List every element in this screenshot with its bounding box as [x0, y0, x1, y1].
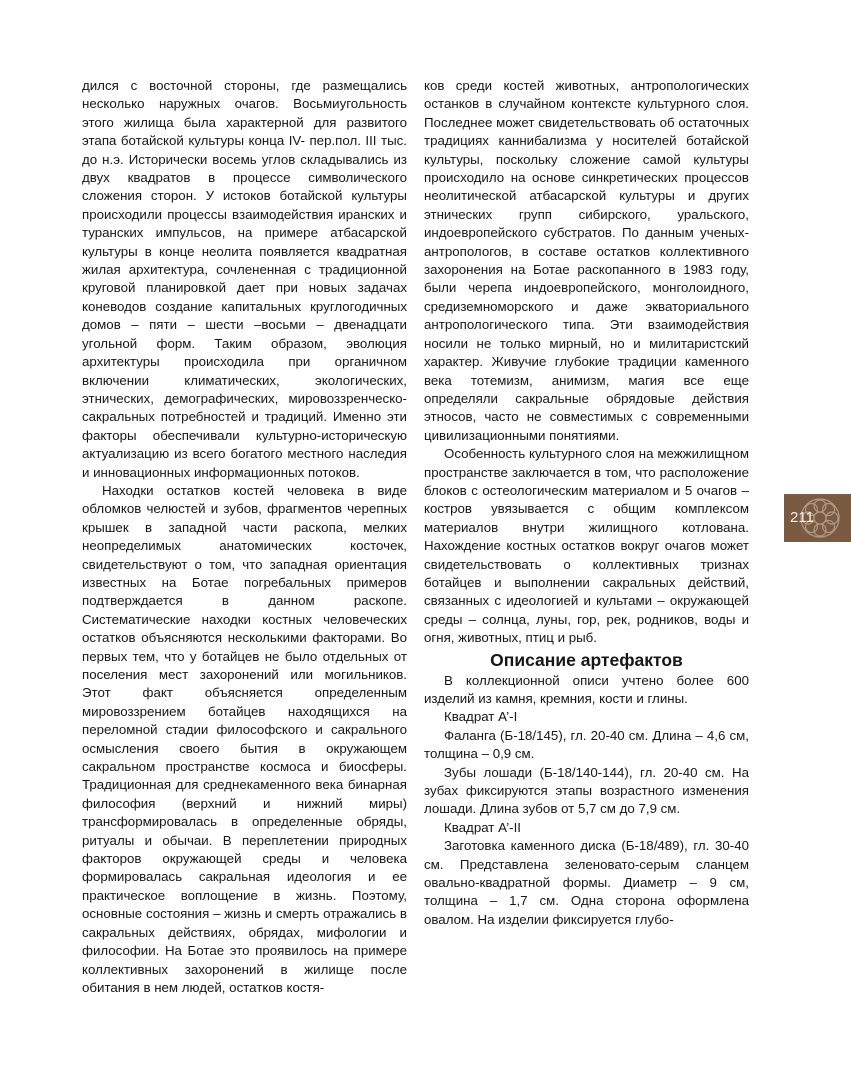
paragraph: В коллекционной описи учтено более 600 изделий из камня, кремния, кости и глины.: [424, 672, 749, 706]
left-column: [82, 77, 407, 997]
paragraph: дился с восточной стороны, где размещались несколько наружных очагов. Восьмиугольность этого жилища была характерной для развитого этапа ботайской культуры конца IV- пер.пол. III тыс. до н.э. Исторически восемь углов складывались из двух квадратов в процессе символического сложения сторон. У истоков ботайской культуры происходили процессы взаимодействия иранских и туранских импульсов, на примере атбасарской культуры в конце неолита появляется квадратная жилая архитектура, сочлененная с традиционной круговой планировкой дает при новых задачах коневодов создание капитальных круглогодичных домов – пяти – шести –восьми – двенадцати угольной форм. Таким образом, эволюция архитектуры происходила при органичном включении климатических, экологических, этнических, демографических, мировоззренческо-сакральных потребностей и традиций. Именно эти факторы обеспечивали культурно-историческую актуализацию из всего богатого местного наследия и инновационных информационных потоков.: [82, 78, 407, 480]
paragraph: Фаланга (Б-18/145), гл. 20-40 см. Длина – 4,6 см, толщина – 0,9 см.: [424, 727, 749, 762]
paragraph: Особенность культурного слоя на межжилищном пространстве заключается в том, что расположение блоков с остеологическим материалом и 5 очагов – костров увязывается с общим комплексом материалов внутри жилищного котлована. Нахождение костных остатков вокруг очагов может свидетельствовать о коллективных тризнах ботайцев и выполнении сакральных действий, связанных с идеологией и культами – окружающей среды – солнца, луны, гор, рек, родников, воды и огня, животных, птиц и рыб.: [424, 446, 749, 646]
paragraph: Зубы лошади (Б-18/140-144), гл. 20-40 см. На зубах фиксируются этапы возрастного изменения лошади. Длина зубов от 5,7 см до 7,9 см.: [424, 764, 749, 817]
right-column: [424, 77, 749, 929]
section-heading: Описание артефактов: [490, 649, 683, 670]
page-number-tab: [784, 494, 851, 542]
square-label: Квадрат А’-I: [444, 709, 518, 725]
page-number: 211: [790, 509, 814, 526]
paragraph: Находки остатков костей человека в виде обломков челюстей и зубов, фрагментов черепных крышек в западной части раскопа, мелких неопределимых анатомических косточек, свидетельствуют о том, что западная ориентация известных на Ботае погребальных примеров подтверждается в данном раскопе. Систематические находки костных человеческих остатков объясняются несколькими факторами. Во первых тем, что у ботайцев не было отдельных от поселения мест захоронений или могильников. Этот факт объясняется определенным мировоззрением ботайцев находящихся на переломной стадии философского и сакрального осмысления своего бытия в окружающем сакральном пространстве космоса и биосферы. Традиционная для среднекаменного века бинарная философия (верхний и нижний миры) трансформировалась в определенные обряды, ритуалы и обычаи. В переплетении природных факторов окружающей среды и человека формировалась сакральная идеология и ее практическое воплощение в жизнь. Поэтому, основные состояния – жизнь и смерть отражались в сакральных действиях, обрядах, мифологии и философии. На Ботае это проявилось на примере коллективных захоронений в жилище после обитания в нем людей, остатков костя-: [82, 482, 407, 995]
paragraph: Заготовка каменного диска (Б-18/489), гл. 30-40 см. Представлена зеленовато-серым сланцем овально-квадратной формы. Диаметр – 9 см, толщина – 1,7 см. Одна сторона оформлена овалом. На изделии фиксируется глубо-: [424, 838, 749, 927]
paragraph: ков среди костей животных, антропологических останков в случайном контексте культурного слоя. Последнее может свидетельствовать об остаточных традициях каннибализма у носителей ботайской культуры, поскольку сложение самой культуры происходило на основе синкретических процессов неолитической атбасарской культуры и других этнических групп сибирского, уральского, индоевропейского субстратов. По данным ученых-антропологов, в составе остатков коллективного захоронения на Ботае раскопанного в 1983 году, были черепа индоевропейского, монголоидного, средиземноморского и даже экваториального антропологического типа. Эти взаимодействия носили не только мирный, но и милитаристский характер. Живучие глубокие традиции каменного века тотемизм, анимизм, магия все еще определяли сакральные обрядовые действия этносов, часто не совместимых с современными цивилизационными понятиями.: [424, 78, 749, 443]
square-label: Квадрат А’-II: [444, 819, 521, 835]
